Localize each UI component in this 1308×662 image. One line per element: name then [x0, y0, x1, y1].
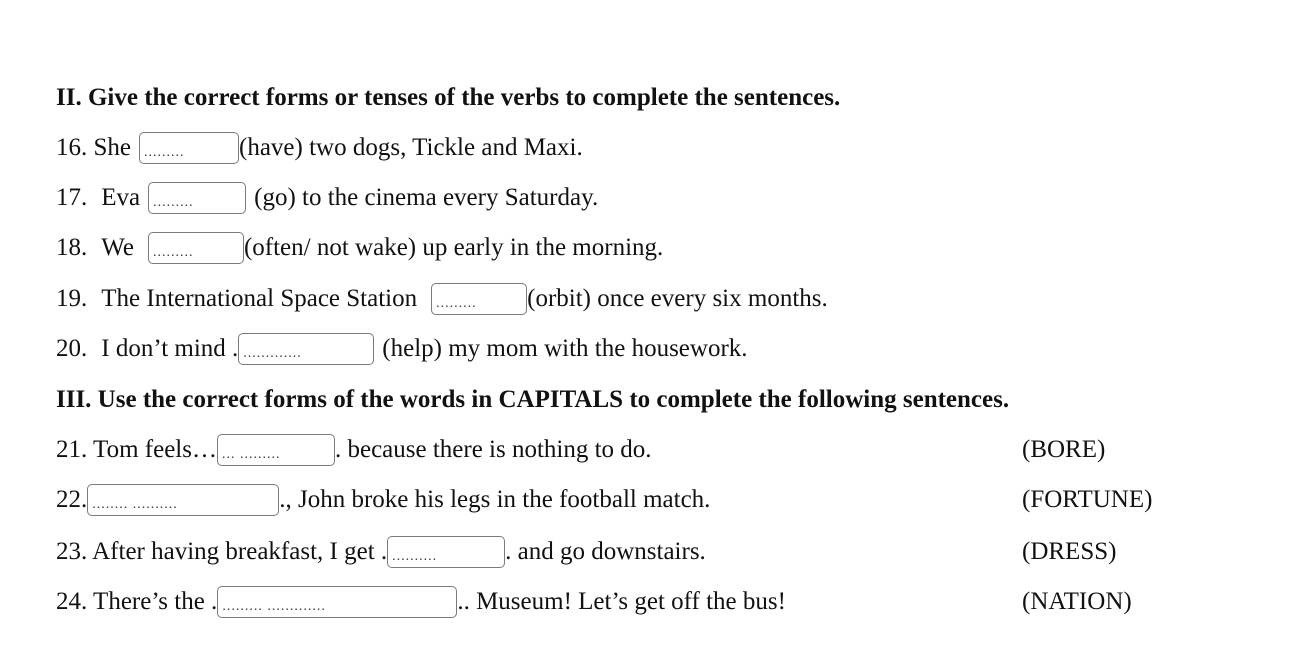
question-17-text: (go) to the cinema every Saturday. — [254, 184, 599, 211]
clue-24 — [1022, 582, 1132, 622]
question-19-subject: The International Space Station — [101, 285, 418, 312]
clue-23-word: (DRESS) — [1022, 538, 1117, 565]
answer-17-dots: ......... — [153, 196, 194, 210]
question-20-subject: I don’t mind . — [101, 335, 239, 362]
question-24 — [56, 582, 786, 622]
question-19-number: 19. — [56, 285, 88, 312]
answer-23-input[interactable] — [387, 536, 505, 568]
section-2-heading-text: II. Give the correct forms or tenses of the verbs to complete the sentences. — [56, 84, 841, 111]
question-24-text: .. Museum! Let’s get off the bus! — [457, 588, 786, 615]
question-20 — [56, 329, 748, 369]
answer-17-input[interactable] — [148, 182, 246, 214]
answer-24-input[interactable] — [217, 586, 457, 618]
clue-21 — [1022, 430, 1105, 470]
clue-24-word: (NATION) — [1022, 588, 1132, 615]
question-16-text: (have) two dogs, Tickle and Maxi. — [239, 134, 583, 161]
question-22-text: ., John broke his legs in the football match. — [279, 486, 711, 513]
question-18-number: 18. — [56, 234, 88, 261]
answer-22-input[interactable] — [87, 484, 279, 516]
answer-18-dots: ......... — [152, 246, 194, 260]
question-18-subject: We — [101, 234, 134, 261]
answer-16-input[interactable] — [139, 132, 239, 164]
answer-24-dots: ......... ............. — [222, 600, 326, 614]
answer-20-input[interactable] — [238, 333, 374, 365]
answer-19-dots: ......... — [436, 297, 477, 311]
question-23-text: . and go downstairs. — [505, 538, 706, 565]
section-3-heading-text: III. Use the correct forms of the words in CAPITALS to complete the following sentences. — [56, 386, 1010, 413]
question-21-prefix: 21. Tom feels… — [56, 436, 217, 463]
clue-23 — [1022, 532, 1116, 572]
question-21 — [56, 430, 652, 470]
answer-22-dots: ........ .......... — [92, 498, 178, 512]
section-3-heading — [56, 380, 1009, 420]
question-19-text: (orbit) once every six months. — [527, 285, 828, 312]
answer-21-input[interactable] — [217, 434, 335, 466]
answer-21-dots: ... ......... — [221, 448, 281, 462]
question-16 — [56, 128, 583, 168]
clue-21-word: (BORE) — [1022, 436, 1106, 463]
section-2-heading — [56, 78, 840, 118]
question-16-prefix: 16. She — [56, 134, 131, 161]
clue-22 — [1022, 480, 1152, 520]
clue-22-word: (FORTUNE) — [1022, 486, 1153, 513]
question-22-number: 22. — [56, 486, 88, 513]
question-21-text: . because there is nothing to do. — [334, 436, 652, 463]
question-17-number: 17. — [56, 184, 88, 211]
question-22 — [56, 480, 710, 520]
answer-23-dots: .......... — [392, 550, 438, 564]
answer-18-input[interactable] — [148, 232, 244, 264]
answer-16-dots: ......... — [144, 146, 185, 160]
question-20-text: (help) my mom with the housework. — [382, 335, 748, 362]
question-23 — [56, 532, 706, 572]
answer-19-input[interactable] — [431, 283, 527, 315]
question-17 — [56, 178, 598, 218]
question-19 — [56, 279, 828, 319]
question-23-prefix: 23. After having breakfast, I get . — [56, 538, 388, 565]
question-17-subject: Eva — [101, 184, 141, 211]
question-18-text: (often/ not wake) up early in the morning. — [243, 234, 664, 261]
question-24-prefix: 24. There’s the . — [56, 588, 218, 615]
question-18 — [56, 228, 663, 268]
answer-20-dots: ............. — [243, 347, 302, 361]
question-20-number: 20. — [56, 335, 88, 362]
